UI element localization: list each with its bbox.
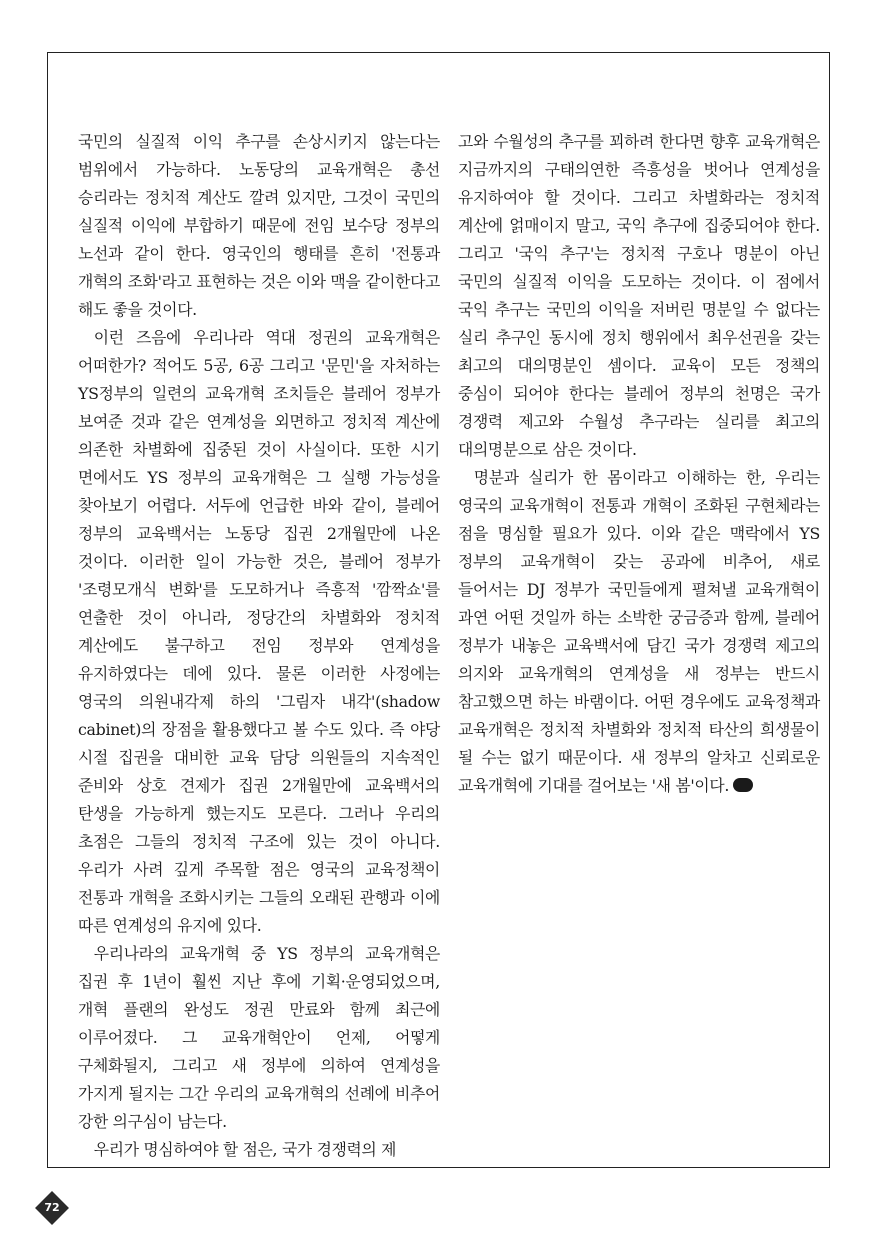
paragraph: 우리나라의 교육개혁 중 YS 정부의 교육개혁은 집권 후 1년이 훨씬 지난 후에 기획·운영되었으며, 개혁 플랜의 완성도 정권 만료와 함께 최근에 이루어졌다. 그 교육개혁안이 언제, 어떻게 구체화될지, 그리고 새 정부에 의하여 연계성을 가지게 될지는 그간 우리의 교육개혁의 선례에 비추어 강한 의구심이 남는다. [78, 944, 440, 1131]
paragraph-last [458, 464, 820, 800]
paragraph: 고와 수월성의 추구를 꾀하려 한다면 향후 교육개혁은 지금까지의 구태의연한 즉흥성을 벗어나 연계성을 유지하여야 할 것이다. 그리고 차별화라는 정치적 계산에 얽매이지 말고, 국익 추구에 집중되어야 한다. 그리고 '국익 추구'는 정치적 구호나 명분이 아닌 국민의 실질적 이익을 도모하는 것이다. 이 점에서 국익 추구는 국민의 이익을 저버린 명분일 수 없다는 실리 추구인 동시에 정치 행위에서 최우선권을 갖는 최고의 대의명분인 셈이다. 교육이 모든 정책의 중심이 되어야 한다는 블레어 정부의 천명은 국가 경쟁력 제고와 수월성 추구라는 실리를 최고의 대의명분으로 삼은 것이다. [458, 132, 820, 459]
left-column [78, 128, 440, 1164]
page-number-badge [34, 1190, 70, 1226]
end-mark-icon [733, 778, 753, 792]
paragraph: 우리가 명심하여야 할 점은, 국가 경쟁력의 제 [93, 1140, 397, 1159]
page-number: 72 [44, 1201, 60, 1214]
paragraph-text: 명분과 실리가 한 몸이라고 이해하는 한, 우리는 영국의 교육개혁이 전통과 개혁이 조화된 구현체라는 점을 명심할 필요가 있다. 이와 같은 맥락에서 YS 정부의 교육개혁이 갖는 공과에 비추어, 새로 들어서는 DJ 정부가 국민들에게 펼쳐낼 교육개혁이 과연 어떤 것일까 하는 소박한 궁금증과 함께, 블레어 정부가 내놓은 교육백서에 담긴 국가 경쟁력 제고의 의지와 교육개혁의 연계성을 새 정부는 반드시 참고했으면 하는 바램이다. 어떤 경우에도 교육정책과 교육개혁은 정치적 차별화와 정치적 타산의 희생물이 될 수는 없기 때문이다. 새 정부의 알차고 신뢰로운 교육개혁에 기대를 걸어보는 '새 봄'이다. [458, 468, 820, 795]
right-column [458, 128, 820, 800]
paragraph: 국민의 실질적 이익 추구를 손상시키지 않는다는 범위에서 가능하다. 노동당의 교육개혁은 총선 승리라는 정치적 계산도 깔려 있지만, 그것이 국민의 실질적 이익에 부합하기 때문에 전임 보수당 정부의 노선과 같이 한다. 영국인의 행태를 흔히 '전통과 개혁의 조화'라고 표현하는 것은 이와 맥을 같이한다고 해도 좋을 것이다. [78, 132, 440, 319]
paragraph: 이런 즈음에 우리나라 역대 정권의 교육개혁은 어떠한가? 적어도 5공, 6공 그리고 '문민'을 자처하는 YS정부의 일련의 교육개혁 조치들은 블레어 정부가 보여준 것과 같은 연계성을 외면하고 정치적 계산에 의존한 차별화에 집중된 것이 사실이다. 또한 시기 면에서도 YS 정부의 교육개혁은 그 실행 가능성을 찾아보기 어렵다. 서두에 언급한 바와 같이, 블레어 정부의 교육백서는 노동당 집권 2개월만에 나온 것이다. 이러한 일이 가능한 것은, 블레어 정부가 '조령모개식 변화'를 도모하거나 즉흥적 '깜짝쇼'를 연출한 것이 아니라, 정당간의 차별화와 정치적 계산에도 불구하고 전임 정부와 연계성을 유지하였다는 데에 있다. 물론 이러한 사정에는 영국의 의원내각제 하의 '그림자 내각'(shadow cabinet)의 장점을 활용했다고 볼 수도 있다. 즉 야당 시절 집권을 대비한 교육 담당 의원들의 지속적인 준비와 상호 견제가 집권 2개월만에 교육백서의 탄생을 가능하게 했는지도 모른다. 그러나 우리의 초점은 그들의 정치적 구조에 있는 것이 아니다. 우리가 사려 깊게 주목할 점은 영국의 교육정책이 전통과 개혁을 조화시키는 그들의 오래된 관행과 이에 따른 연계성의 유지에 있다. [78, 328, 440, 935]
